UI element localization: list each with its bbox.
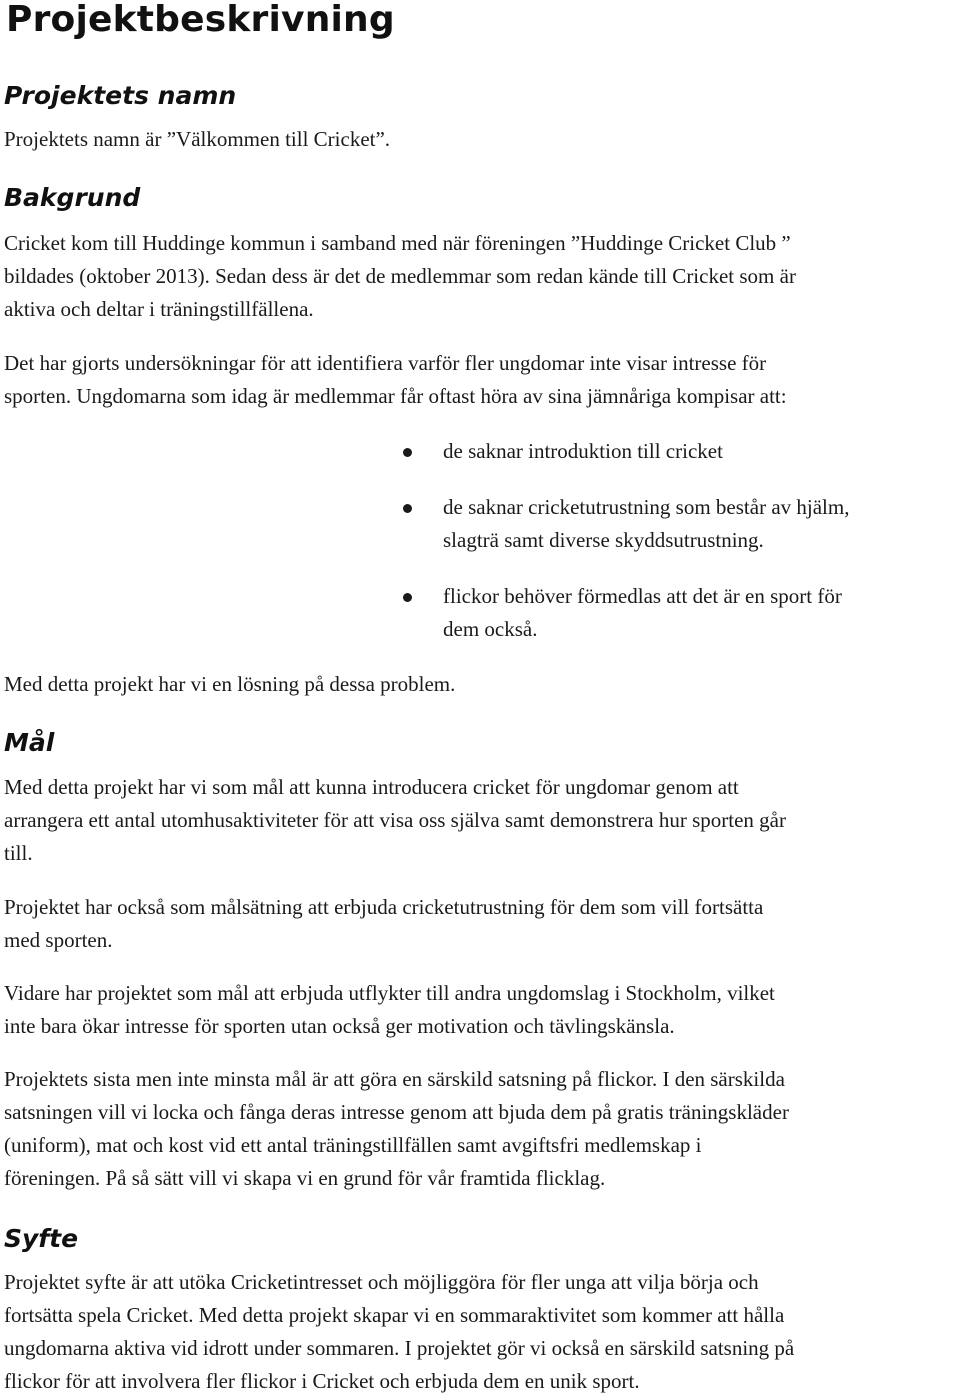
heading-mal: Mål	[4, 728, 55, 757]
paragraph-mal-1	[4, 771, 944, 870]
heading-syfte: Syfte	[4, 1224, 79, 1253]
paragraph-mal-2	[4, 891, 944, 957]
heading-bakgrund: Bakgrund	[4, 183, 141, 212]
text-line: Det har gjorts undersökningar för att identifiera varför fler ungdomar inte visar intresse för	[4, 351, 767, 375]
text-line: fortsätta spela Cricket. Med detta projekt skapar vi en sommaraktivitet som kommer att hålla	[4, 1303, 785, 1327]
paragraph-bakgrund-3	[4, 668, 944, 701]
text-line: sporten. Ungdomarna som idag är medlemmar får oftast höra av sina jämnåriga kompisar att:	[4, 384, 787, 408]
text-line: bildades (oktober 2013). Sedan dess är det de medlemmar som redan kände till Cricket som är	[4, 264, 796, 288]
list-item	[400, 580, 849, 646]
text-line: föreningen. På så sätt vill vi skapa vi en grund för vår framtida flicklag.	[4, 1166, 606, 1190]
paragraph-mal-4	[4, 1063, 944, 1195]
text-line: Vidare har projektet som mål att erbjuda utflykter till andra ungdomslag i Stockholm, vilket	[4, 981, 775, 1005]
text-line: Projektet syfte är att utöka Cricketintresset och möjliggöra för fler unga att vilja börja och	[4, 1270, 759, 1294]
text-line: arrangera ett antal utomhusaktiviteter för att visa oss själva samt demonstrera hur sporten går	[4, 808, 786, 832]
paragraph-syfte-1	[4, 1266, 944, 1398]
paragraph-bakgrund-1	[4, 227, 944, 326]
heading-projektets-namn: Projektets namn	[4, 81, 237, 110]
text-line: slagträ samt diverse skyddsutrustning.	[443, 528, 764, 552]
text-line: de saknar cricketutrustning som består av hjälm,	[443, 495, 850, 519]
paragraph-mal-3	[4, 977, 944, 1043]
text-line: Cricket kom till Huddinge kommun i samband med när föreningen ”Huddinge Cricket Club ”	[4, 231, 791, 255]
text-line: inte bara ökar intresse för sporten utan också ger motivation och tävlingskänsla.	[4, 1014, 675, 1038]
text-line: flickor för att involvera fler flickor i Cricket och erbjuda dem en unik sport.	[4, 1369, 640, 1393]
text-line: ungdomarna aktiva vid idrott under sommaren. I projektet gör vi också en särskild satsning på	[4, 1336, 795, 1360]
text-line: Projektet har också som målsätning att erbjuda cricketutrustning för dem som vill fortsätta	[4, 895, 764, 919]
bullet-icon	[403, 593, 412, 602]
text-line: (uniform), mat och kost vid ett antal träningstillfällen samt avgiftsfri medlemskap i	[4, 1133, 702, 1157]
bullet-icon	[403, 504, 412, 513]
paragraph-project-name	[4, 123, 944, 156]
list-item	[400, 435, 849, 468]
problem-bullet-list	[400, 435, 849, 669]
paragraph-bakgrund-2	[4, 347, 944, 413]
text-line: flickor behöver förmedlas att det är en sport för	[443, 584, 842, 608]
text-line: med sporten.	[4, 928, 113, 952]
text-line: Med detta projekt har vi en lösning på dessa problem.	[4, 672, 456, 696]
text-line: satsningen vill vi locka och fånga deras intresse genom att bjuda dem på gratis träningskläder	[4, 1100, 789, 1124]
text-line: Med detta projekt har vi som mål att kunna introducera cricket för ungdomar genom att	[4, 775, 739, 799]
text-line: Projektets sista men inte minsta mål är att göra en särskild satsning på flickor. I den särskilda	[4, 1067, 785, 1091]
text-line: de saknar introduktion till cricket	[443, 439, 723, 463]
bullet-icon	[403, 448, 412, 457]
text-line: till.	[4, 841, 33, 865]
text-line: aktiva och deltar i träningstillfällena.	[4, 297, 314, 321]
text-line: Projektets namn är ”Välkommen till Cricket”.	[4, 127, 391, 151]
list-item	[400, 491, 849, 557]
text-line: dem också.	[443, 617, 538, 641]
document-title: Projektbeskrivning	[6, 0, 395, 40]
